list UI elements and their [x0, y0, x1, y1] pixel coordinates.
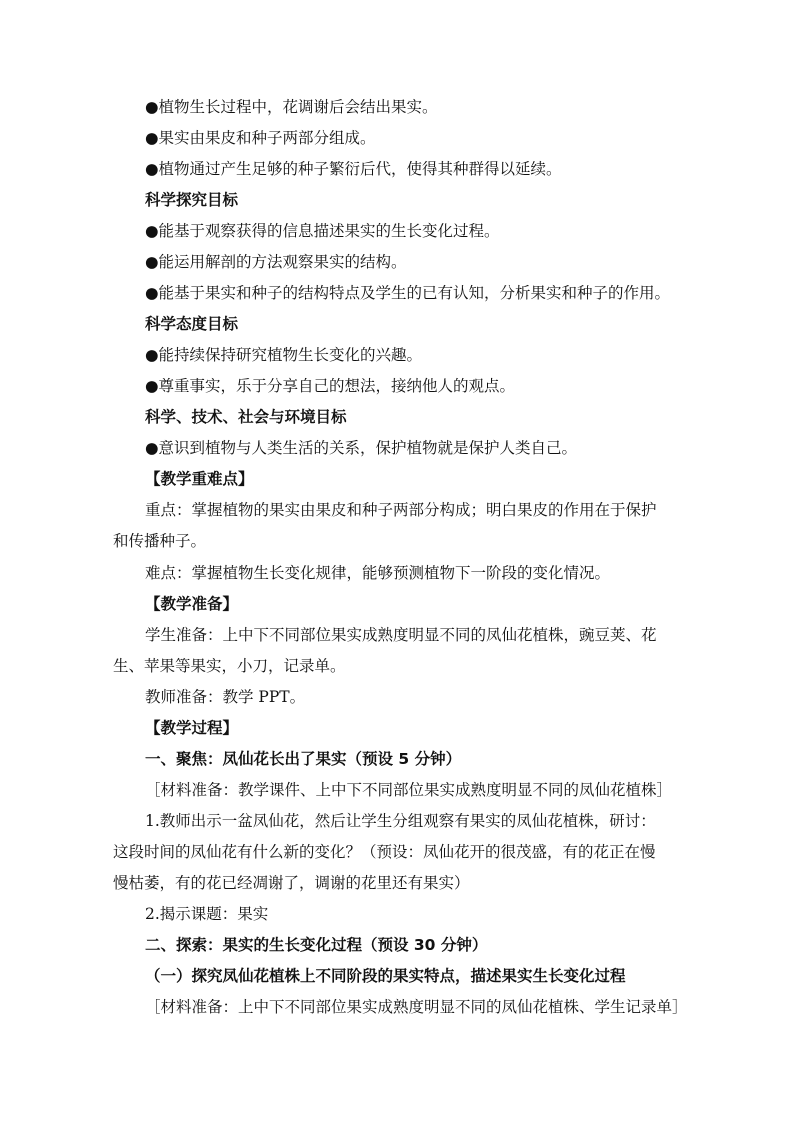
text-line: ●植物通过产生足够的种子繁衍后代，使得其种群得以延续。 [145, 160, 562, 178]
section-heading: 一、聚焦：凤仙花长出了果实（预设 5 分钟） [145, 750, 462, 768]
section-heading: 科学态度目标 [145, 315, 239, 333]
text-line: 难点：掌握植物生长变化规律，能够预测植物下一阶段的变化情况。 [145, 564, 611, 582]
text-line: ［材料准备：上中下不同部位果实成熟度明显不同的凤仙花植株、学生记录单］ [145, 998, 688, 1016]
text-line: ●植物生长过程中，花调谢后会结出果实。 [145, 98, 438, 116]
text-line: 1.教师出示一盆凤仙花，然后让学生分组观察有果实的凤仙花植株，研讨： [145, 812, 656, 830]
section-heading: 科学探究目标 [145, 191, 239, 209]
section-heading: 【教学重难点】 [145, 470, 254, 488]
section-heading: 科学、技术、社会与环境目标 [145, 408, 347, 426]
text-line: 教师准备：教学 PPT。 [145, 688, 306, 706]
text-line: ●能持续保持研究植物生长变化的兴趣。 [145, 346, 423, 364]
text-line: 2.揭示课题：果实 [145, 905, 269, 923]
text-line: 和传播种子。 [113, 532, 207, 550]
text-line: 生、苹果等果实，小刀，记录单。 [113, 657, 346, 675]
text-line: ●能基于果实和种子的结构特点及学生的已有认知，分析果实和种子的作用。 [145, 284, 671, 302]
section-heading: （一）探究凤仙花植株上不同阶段的果实特点，描述果实生长变化过程 [145, 967, 626, 985]
text-line: 学生准备：上中下不同部位果实成熟度明显不同的凤仙花植株，豌豆荚、花 [145, 626, 657, 644]
text-line: 慢枯萎，有的花已经凋谢了，调谢的花里还有果实） [113, 874, 470, 892]
text-line: ●意识到植物与人类生活的关系，保护植物就是保护人类自己。 [145, 439, 578, 457]
text-line: ［材料准备：教学课件、上中下不同部位果实成熟度明显不同的凤仙花植株］ [145, 781, 673, 799]
text-line: ●果实由果皮和种子两部分组成。 [145, 129, 376, 147]
section-heading: 【教学过程】 [145, 719, 239, 737]
section-heading: 【教学准备】 [145, 595, 239, 613]
text-line: ●能运用解剖的方法观察果实的结构。 [145, 253, 407, 271]
text-line: ●尊重事实，乐于分享自己的想法，接纳他人的观点。 [145, 377, 516, 395]
text-line: 重点：掌握植物的果实由果皮和种子两部分构成；明白果皮的作用在于保护 [145, 501, 657, 519]
text-line: 这段时间的凤仙花有什么新的变化？（预设：凤仙花开的很茂盛，有的花正在慢 [113, 843, 656, 861]
section-heading: 二、探索：果实的生长变化过程（预设 30 分钟） [145, 936, 488, 954]
text-line: ●能基于观察获得的信息描述果实的生长变化过程。 [145, 222, 500, 240]
